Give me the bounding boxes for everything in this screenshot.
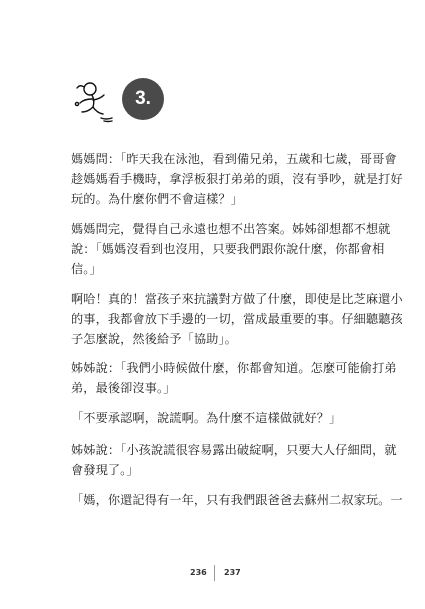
running-character-illustration (68, 80, 118, 124)
text-line: 說：「媽媽沒看到也沒用，只要我們跟你說什麼，你都會相 (71, 242, 385, 256)
paragraph (71, 289, 403, 349)
paragraph (71, 149, 403, 209)
chapter-number-badge: 3. (122, 78, 164, 120)
text-line: 姊姊說：「小孩說謊很容易露出破綻啊，只要大人仔細問，就 (71, 443, 397, 457)
text-line: 趁媽媽看手機時，拿浮板狠打弟弟的頭，沒有爭吵，就是打好 (71, 172, 403, 186)
paragraph (71, 440, 397, 480)
text-line: 的事，我都會放下手邊的一切，當成最重要的事。仔細聽聽孩 (71, 312, 403, 326)
character-hair (77, 86, 84, 88)
text-line: 「不要承認啊，說謊啊。為什麼不這樣做就好？」 (71, 411, 342, 425)
text-line: 信。」 (71, 262, 102, 276)
page-footer (0, 568, 425, 584)
character-arm-left (80, 99, 92, 103)
paragraph (71, 490, 403, 510)
text-line: 啊哈！真的！當孩子來抗議對方做了什麼，即使是比芝麻還小 (71, 292, 403, 306)
motion-line (101, 118, 112, 119)
character-head (84, 83, 96, 95)
character-body (92, 95, 94, 107)
text-line: 媽媽問：「昨天我在泳池，看到備兄弟，五歲和七歲，哥哥會 (71, 152, 397, 166)
text-line: 「媽，你還記得有一年，只有我們跟爸爸去蘇州二叔家玩。一 (71, 493, 403, 507)
character-leg-right (93, 107, 103, 114)
character-hand (75, 102, 78, 105)
page-number-right: 237 (224, 568, 241, 577)
page-divider (214, 565, 215, 581)
paragraph (71, 408, 371, 428)
paragraph (71, 219, 391, 279)
text-line: 弟，最後卻沒事。」 (71, 381, 176, 395)
page-number-left: 236 (190, 568, 207, 577)
text-line: 媽媽問完，覺得自己永遠也想不出答案。姊姊卻想都不想就 (71, 222, 391, 236)
text-line: 玩的。為什麼你們不會這樣？」 (71, 192, 244, 206)
character-leg-left (82, 107, 93, 112)
paragraph (71, 358, 397, 398)
character-arm-right (93, 95, 104, 100)
text-line: 姊姊說：「我們小時候做什麼，你都會知道。怎麼可能偷打弟 (71, 361, 397, 375)
text-line: 會發現了。」 (71, 463, 139, 477)
motion-line (104, 121, 112, 122)
text-line: 子怎麼說，然後給予「協助」。 (71, 332, 237, 346)
